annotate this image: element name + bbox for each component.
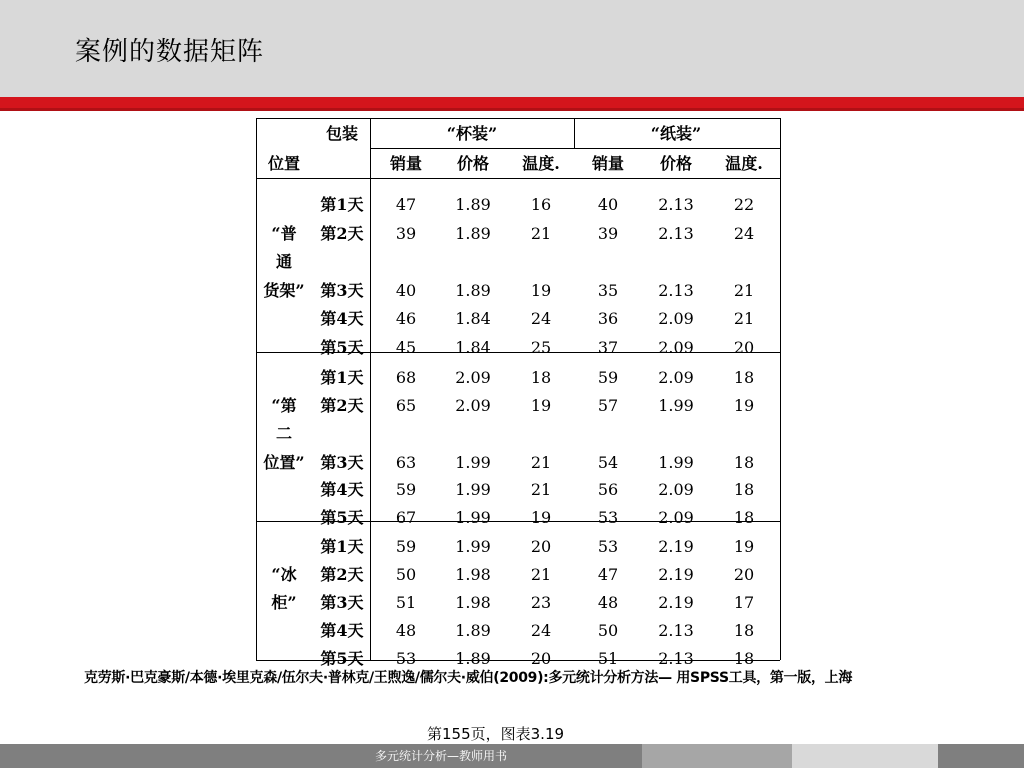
day-label: 第4天 [320, 309, 364, 328]
value-cell: 19 [530, 508, 552, 527]
day-label: 第1天 [320, 195, 364, 214]
subheader-5: 温度. [725, 154, 763, 173]
footer-strip-mid [642, 744, 792, 768]
location-label-line: “普 [271, 224, 297, 243]
subheader-0: 销量 [389, 154, 422, 173]
value-cell: 51 [597, 649, 619, 668]
value-cell: 23 [530, 593, 552, 612]
footer-strip-light [792, 744, 938, 768]
source-citation: 克劳斯·巴克豪斯/本德·埃里克森/伍尔夫·普林克/王煦逸/儒尔夫·威伯(2009):多元统计分析方法— 用SPSS工具，第一版，上海 [84, 670, 853, 686]
value-cell: 54 [597, 453, 619, 472]
day-label: 第4天 [320, 621, 364, 640]
page-title: 案例的数据矩阵 [75, 37, 265, 67]
value-cell: 2.19 [658, 537, 694, 556]
value-cell: 19 [530, 396, 552, 415]
subheader-3: 销量 [591, 154, 624, 173]
value-cell: 57 [597, 396, 619, 415]
value-cell: 20 [530, 649, 552, 668]
value-cell: 18 [733, 649, 755, 668]
value-cell: 1.89 [455, 281, 491, 300]
value-cell: 1.99 [658, 396, 694, 415]
value-cell: 1.99 [455, 508, 491, 527]
value-cell: 59 [395, 537, 417, 556]
location-label-line: 柜” [271, 593, 297, 612]
value-cell: 2.19 [658, 565, 694, 584]
value-cell: 2.19 [658, 593, 694, 612]
value-cell: 2.13 [658, 195, 694, 214]
location-label-line: “第 [271, 396, 297, 415]
value-cell: 18 [530, 368, 552, 387]
subheader-1: 价格 [456, 154, 489, 173]
value-cell: 22 [733, 195, 755, 214]
value-cell: 1.89 [455, 621, 491, 640]
subheader-2: 温度. [522, 154, 560, 173]
day-label: 第2天 [320, 396, 364, 415]
day-label: 第2天 [320, 565, 364, 584]
value-cell: 20 [530, 537, 552, 556]
value-cell: 50 [395, 565, 417, 584]
value-cell: 53 [597, 508, 619, 527]
group-label-paper: “纸装” [650, 124, 702, 143]
value-cell: 18 [733, 368, 755, 387]
value-cell: 1.89 [455, 195, 491, 214]
value-cell: 21 [530, 480, 552, 499]
value-cell: 2.09 [658, 338, 694, 357]
accent-bar [0, 97, 1024, 111]
value-cell: 2.13 [658, 224, 694, 243]
value-cell: 20 [733, 338, 755, 357]
value-cell: 2.13 [658, 621, 694, 640]
value-cell: 19 [530, 281, 552, 300]
value-cell: 2.09 [658, 309, 694, 328]
value-cell: 1.89 [455, 649, 491, 668]
value-cell: 40 [395, 281, 417, 300]
value-cell: 1.89 [455, 224, 491, 243]
value-cell: 24 [733, 224, 755, 243]
value-cell: 46 [395, 309, 417, 328]
value-cell: 20 [733, 565, 755, 584]
value-cell: 1.84 [455, 338, 491, 357]
value-cell: 21 [530, 453, 552, 472]
value-cell: 21 [530, 224, 552, 243]
day-label: 第2天 [320, 224, 364, 243]
group-header-bottom [370, 148, 780, 149]
value-cell: 18 [733, 621, 755, 640]
footer-strip-right [938, 744, 1024, 768]
value-cell: 21 [530, 565, 552, 584]
value-cell: 1.99 [455, 480, 491, 499]
value-cell: 35 [597, 281, 619, 300]
value-cell: 59 [597, 368, 619, 387]
value-cell: 53 [597, 537, 619, 556]
value-cell: 2.13 [658, 649, 694, 668]
day-label: 第3天 [320, 593, 364, 612]
value-cell: 1.84 [455, 309, 491, 328]
value-cell: 39 [395, 224, 417, 243]
table-border-right [780, 148, 781, 660]
value-cell: 2.09 [658, 508, 694, 527]
value-cell: 45 [395, 338, 417, 357]
table-border-top-corner [256, 118, 370, 119]
value-cell: 40 [597, 195, 619, 214]
value-cell: 2.09 [658, 480, 694, 499]
day-label: 第4天 [320, 480, 364, 499]
value-cell: 65 [395, 396, 417, 415]
group-header-top [370, 118, 780, 119]
value-cell: 56 [597, 480, 619, 499]
group-header-right [780, 118, 781, 148]
value-cell: 51 [395, 593, 417, 612]
value-cell: 63 [395, 453, 417, 472]
value-cell: 37 [597, 338, 619, 357]
value-cell: 17 [733, 593, 755, 612]
value-cell: 47 [597, 565, 619, 584]
value-cell: 67 [395, 508, 417, 527]
value-cell: 59 [395, 480, 417, 499]
day-label: 第5天 [320, 338, 364, 357]
header-bottom-rule [256, 178, 780, 179]
day-label: 第1天 [320, 368, 364, 387]
location-label-line: 二 [275, 424, 292, 443]
day-label: 第5天 [320, 508, 364, 527]
value-cell: 48 [395, 621, 417, 640]
value-cell: 1.99 [455, 453, 491, 472]
header-position: 位置 [267, 154, 300, 173]
footer-text: 多元统计分析—教师用书 [374, 749, 507, 763]
value-cell: 2.09 [658, 368, 694, 387]
value-cell: 25 [530, 338, 552, 357]
value-cell: 48 [597, 593, 619, 612]
value-cell: 19 [733, 396, 755, 415]
location-label-line: 位置” [263, 453, 305, 472]
value-cell: 1.98 [455, 565, 491, 584]
day-label: 第3天 [320, 281, 364, 300]
value-cell: 21 [733, 281, 755, 300]
value-cell: 21 [733, 309, 755, 328]
day-label: 第1天 [320, 537, 364, 556]
value-cell: 2.09 [455, 396, 491, 415]
group-label-cup: “杯装” [446, 124, 498, 143]
value-cell: 19 [733, 537, 755, 556]
value-cell: 2.13 [658, 281, 694, 300]
value-cell: 18 [733, 480, 755, 499]
value-cell: 39 [597, 224, 619, 243]
location-label-line: 货架” [263, 281, 305, 300]
value-cell: 1.99 [658, 453, 694, 472]
value-cell: 2.09 [455, 368, 491, 387]
value-cell: 47 [395, 195, 417, 214]
value-cell: 24 [530, 621, 552, 640]
value-cell: 1.98 [455, 593, 491, 612]
day-label: 第5天 [320, 649, 364, 668]
header-packaging: 包装 [325, 124, 358, 143]
value-cell: 1.99 [455, 537, 491, 556]
value-cell: 53 [395, 649, 417, 668]
value-cell: 24 [530, 309, 552, 328]
value-cell: 16 [530, 195, 552, 214]
value-cell: 18 [733, 508, 755, 527]
location-label-line: “冰 [271, 565, 297, 584]
value-cell: 68 [395, 368, 417, 387]
location-label-line: 通 [275, 252, 292, 271]
footer-strip-left [0, 744, 240, 768]
day-label: 第3天 [320, 453, 364, 472]
subheader-4: 价格 [659, 154, 692, 173]
value-cell: 50 [597, 621, 619, 640]
table-rule-group-split [574, 118, 575, 148]
value-cell: 36 [597, 309, 619, 328]
page-reference: 第155页，图表3.19 [427, 725, 565, 743]
value-cell: 18 [733, 453, 755, 472]
